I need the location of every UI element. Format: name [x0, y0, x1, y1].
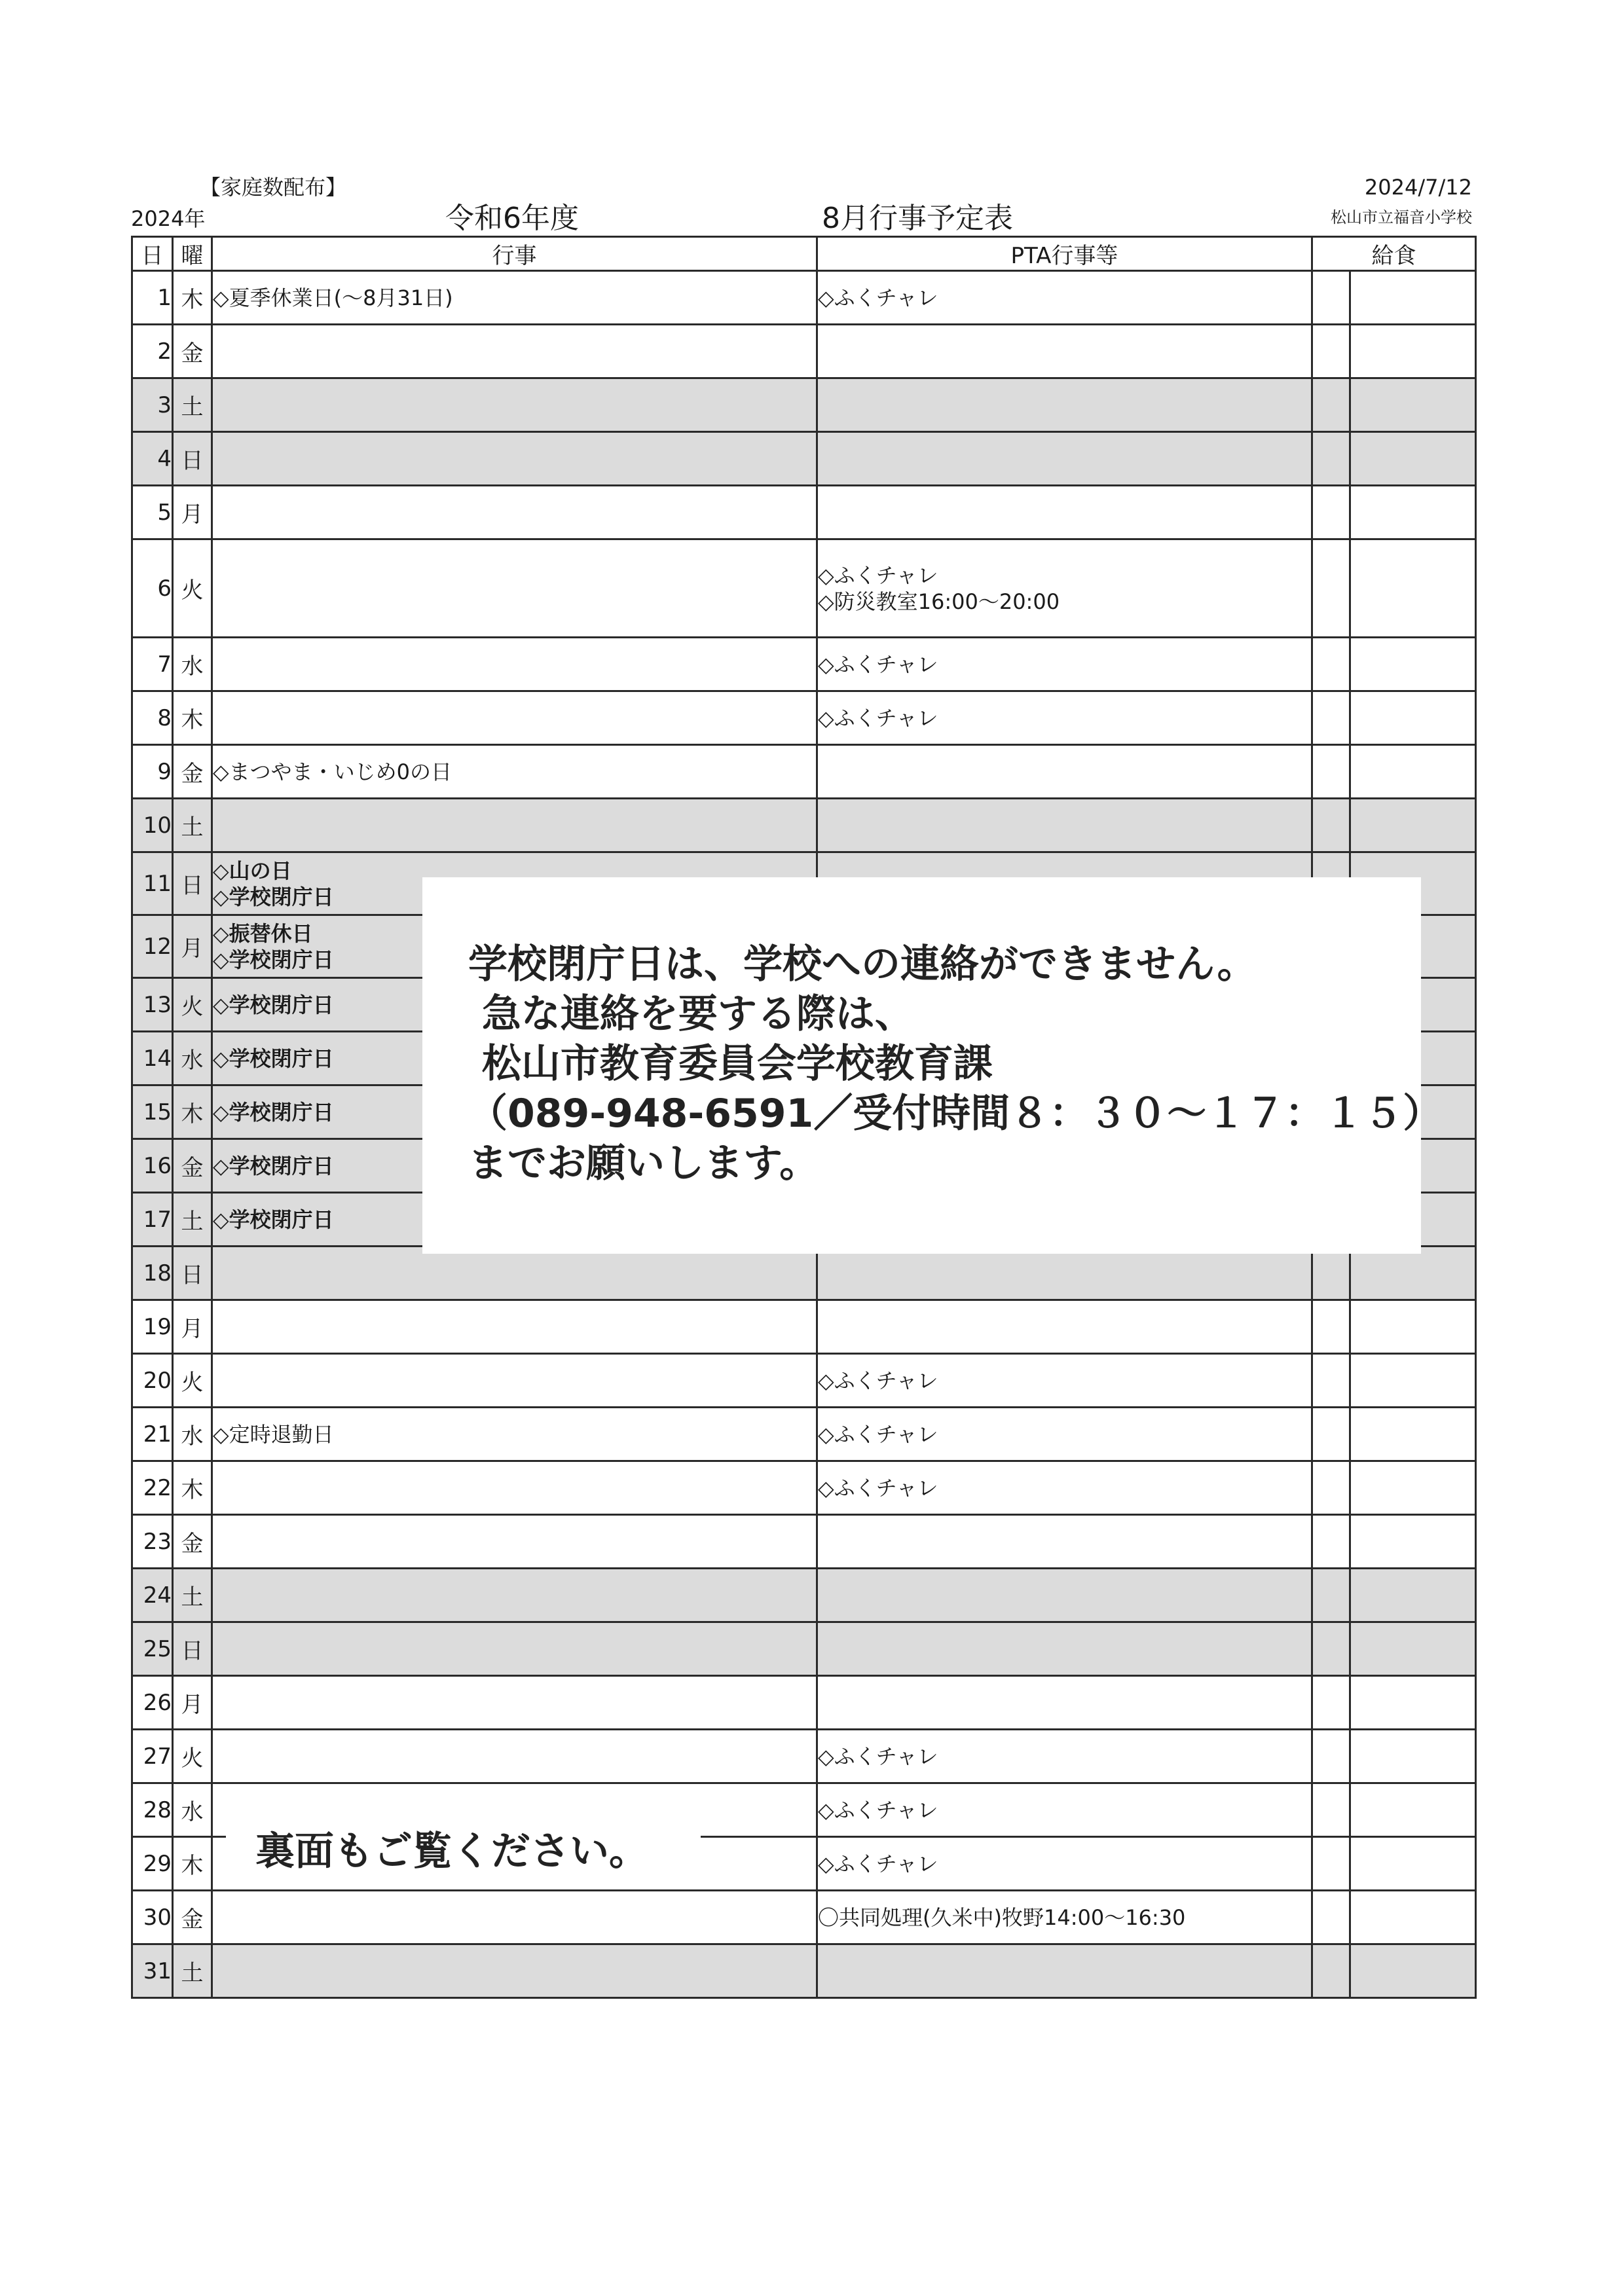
- day-cell: 4: [132, 432, 173, 486]
- weekday-cell: 土: [173, 1569, 212, 1622]
- lunch-check-cell: [1312, 745, 1350, 799]
- lunch-check-cell: [1312, 1730, 1350, 1783]
- pta-cell: ◇ふくチャレ: [817, 691, 1312, 745]
- pta-cell: [817, 799, 1312, 852]
- event-cell: ◇学校閉庁日: [212, 1032, 817, 1085]
- lunch-cell: [1350, 1783, 1476, 1837]
- col-pta: PTA行事等: [817, 237, 1312, 271]
- weekday-cell: 月: [173, 486, 212, 539]
- weekday-cell: 金: [173, 1891, 212, 1944]
- pta-cell: [817, 1569, 1312, 1622]
- lunch-cell: [1350, 1408, 1476, 1461]
- weekday-cell: 水: [173, 1408, 212, 1461]
- col-day: 日: [132, 237, 173, 271]
- day-cell: 29: [132, 1837, 173, 1891]
- lunch-check-cell: [1312, 325, 1350, 378]
- day-cell: 7: [132, 638, 173, 691]
- lunch-cell: [1350, 271, 1476, 325]
- day-cell: 15: [132, 1085, 173, 1139]
- event-cell: [212, 691, 817, 745]
- lunch-check-cell: [1312, 691, 1350, 745]
- event-cell: ◇学校閉庁日: [212, 978, 817, 1032]
- pta-cell: [817, 486, 1312, 539]
- lunch-check-cell: [1312, 1408, 1350, 1461]
- lunch-check-cell: [1312, 271, 1350, 325]
- lunch-cell: [1350, 1569, 1476, 1622]
- weekday-cell: 土: [173, 1944, 212, 1998]
- day-cell: 30: [132, 1891, 173, 1944]
- table-row: [132, 1730, 1476, 1783]
- event-cell: ◇学校閉庁日: [212, 1193, 817, 1247]
- lunch-check-cell: [1312, 1783, 1350, 1837]
- lunch-cell: [1350, 691, 1476, 745]
- table-row: [132, 1408, 1476, 1461]
- table-header-row: [132, 237, 1476, 271]
- pta-cell: [817, 432, 1312, 486]
- pta-cell: [817, 1300, 1312, 1354]
- weekday-cell: 月: [173, 915, 212, 978]
- lunch-cell: [1350, 1300, 1476, 1354]
- lunch-check-cell: [1312, 1569, 1350, 1622]
- lunch-check-cell: [1312, 1622, 1350, 1676]
- weekday-cell: 金: [173, 325, 212, 378]
- event-cell: [212, 1569, 817, 1622]
- event-cell: ◇学校閉庁日: [212, 1085, 817, 1139]
- pta-cell: ◇ふくチャレ ◇防災教室16:00～20:00: [817, 539, 1312, 638]
- pta-cell: ◇ふくチャレ: [817, 271, 1312, 325]
- weekday-cell: 月: [173, 1676, 212, 1730]
- pta-cell: ◇ふくチャレ: [817, 638, 1312, 691]
- day-cell: 1: [132, 271, 173, 325]
- lunch-check-cell: [1312, 1354, 1350, 1408]
- day-cell: 13: [132, 978, 173, 1032]
- table-row: [132, 432, 1476, 486]
- day-cell: 26: [132, 1676, 173, 1730]
- pta-cell: ◇ふくチャレ: [817, 1837, 1312, 1891]
- table-row: [132, 1354, 1476, 1408]
- col-weekday: 曜: [173, 237, 212, 271]
- lunch-cell: [1350, 1515, 1476, 1569]
- notice-line: 学校閉庁日は、学校への連絡ができません。: [468, 941, 1257, 987]
- weekday-cell: 土: [173, 378, 212, 432]
- pta-cell: [817, 1676, 1312, 1730]
- notice-line: 松山市教育委員会学校教育課: [468, 1041, 993, 1087]
- weekday-cell: 日: [173, 1622, 212, 1676]
- lunch-cell: [1350, 1622, 1476, 1676]
- year-label: 2024年: [131, 206, 206, 231]
- event-cell: [212, 638, 817, 691]
- event-cell: [212, 432, 817, 486]
- table-row: [132, 486, 1476, 539]
- weekday-cell: 木: [173, 691, 212, 745]
- day-cell: 22: [132, 1461, 173, 1515]
- lunch-cell: [1350, 378, 1476, 432]
- lunch-check-cell: [1312, 378, 1350, 432]
- table-row: [132, 325, 1476, 378]
- day-cell: 31: [132, 1944, 173, 1998]
- distribution-label: 【家庭数配布】: [200, 175, 347, 200]
- pta-cell: [817, 378, 1312, 432]
- table-row: [132, 1622, 1476, 1676]
- weekday-cell: 土: [173, 1193, 212, 1247]
- day-cell: 14: [132, 1032, 173, 1085]
- day-cell: 17: [132, 1193, 173, 1247]
- weekday-cell: 土: [173, 799, 212, 852]
- table-row: [132, 378, 1476, 432]
- lunch-cell: [1350, 638, 1476, 691]
- pta-cell: 〇共同処理(久米中)牧野14:00～16:30: [817, 1891, 1312, 1944]
- lunch-check-cell: [1312, 1300, 1350, 1354]
- day-cell: 21: [132, 1408, 173, 1461]
- event-cell: [212, 1730, 817, 1783]
- lunch-check-cell: [1312, 539, 1350, 638]
- day-cell: 20: [132, 1354, 173, 1408]
- day-cell: 8: [132, 691, 173, 745]
- event-cell: [212, 378, 817, 432]
- table-row: [132, 1515, 1476, 1569]
- lunch-check-cell: [1312, 1944, 1350, 1998]
- event-cell: [212, 1944, 817, 1998]
- weekday-cell: 日: [173, 1247, 212, 1300]
- day-cell: 24: [132, 1569, 173, 1622]
- weekday-cell: 金: [173, 745, 212, 799]
- day-cell: 6: [132, 539, 173, 638]
- pta-cell: [817, 325, 1312, 378]
- weekday-cell: 水: [173, 1032, 212, 1085]
- fiscal-year: 令和6年度: [445, 202, 579, 235]
- back-page-note: 裏面もご覧ください。: [226, 1787, 701, 1879]
- lunch-check-cell: [1312, 486, 1350, 539]
- lunch-check-cell: [1312, 1515, 1350, 1569]
- pta-cell: [817, 1944, 1312, 1998]
- event-cell: [212, 1622, 817, 1676]
- day-cell: 16: [132, 1139, 173, 1193]
- event-cell: [212, 1676, 817, 1730]
- weekday-cell: 木: [173, 1461, 212, 1515]
- event-cell: [212, 539, 817, 638]
- event-cell: [212, 799, 817, 852]
- lunch-check-cell: [1312, 432, 1350, 486]
- lunch-cell: [1350, 1676, 1476, 1730]
- table-row: [132, 1300, 1476, 1354]
- day-cell: 25: [132, 1622, 173, 1676]
- weekday-cell: 火: [173, 1354, 212, 1408]
- pta-cell: ◇ふくチャレ: [817, 1354, 1312, 1408]
- weekday-cell: 水: [173, 1783, 212, 1837]
- day-cell: 11: [132, 852, 173, 915]
- table-row: [132, 1247, 1476, 1300]
- pta-cell: [817, 1515, 1312, 1569]
- lunch-check-cell: [1312, 1891, 1350, 1944]
- weekday-cell: 火: [173, 978, 212, 1032]
- event-cell: [212, 1891, 817, 1944]
- event-cell: ◇振替休日 ◇学校閉庁日: [212, 915, 817, 978]
- closure-notice: [422, 877, 1443, 1254]
- document-title: 8月行事予定表: [822, 202, 1013, 235]
- pta-cell: ◇ふくチャレ: [817, 1730, 1312, 1783]
- table-row: [132, 1944, 1476, 1998]
- weekday-cell: 日: [173, 852, 212, 915]
- event-cell: [212, 1515, 817, 1569]
- weekday-cell: 火: [173, 1730, 212, 1783]
- lunch-check-cell: [1312, 1247, 1350, 1300]
- pta-cell: [817, 745, 1312, 799]
- event-cell: ◇山の日 ◇学校閉庁日: [212, 852, 817, 915]
- event-cell: [212, 1354, 817, 1408]
- lunch-cell: [1350, 432, 1476, 486]
- day-cell: 10: [132, 799, 173, 852]
- table-row: [132, 745, 1476, 799]
- lunch-check-cell: [1312, 1837, 1350, 1891]
- lunch-cell: [1350, 486, 1476, 539]
- table-row: [132, 691, 1476, 745]
- event-cell: [212, 486, 817, 539]
- day-cell: 18: [132, 1247, 173, 1300]
- col-events: 行事: [212, 237, 817, 271]
- lunch-cell: [1350, 1461, 1476, 1515]
- pta-cell: ◇ふくチャレ: [817, 1408, 1312, 1461]
- day-cell: 19: [132, 1300, 173, 1354]
- lunch-cell: [1350, 1247, 1476, 1300]
- day-cell: 28: [132, 1783, 173, 1837]
- table-row: [132, 271, 1476, 325]
- lunch-cell: [1350, 325, 1476, 378]
- table-row: [132, 539, 1476, 638]
- col-lunch: 給食: [1312, 237, 1476, 271]
- lunch-cell: [1350, 1730, 1476, 1783]
- day-cell: 3: [132, 378, 173, 432]
- event-cell: [212, 325, 817, 378]
- lunch-cell: [1350, 1837, 1476, 1891]
- lunch-check-cell: [1312, 638, 1350, 691]
- weekday-cell: 金: [173, 1139, 212, 1193]
- notice-line: までお願いします。: [468, 1140, 819, 1186]
- lunch-check-cell: [1312, 799, 1350, 852]
- issue-date: 2024/7/12: [1364, 175, 1472, 200]
- event-cell: [212, 1300, 817, 1354]
- day-cell: 12: [132, 915, 173, 978]
- lunch-cell: [1350, 1944, 1476, 1998]
- weekday-cell: 月: [173, 1300, 212, 1354]
- table-row: [132, 1461, 1476, 1515]
- event-cell: ◇定時退勤日: [212, 1408, 817, 1461]
- event-cell: [212, 1247, 817, 1300]
- day-cell: 5: [132, 486, 173, 539]
- weekday-cell: 木: [173, 1085, 212, 1139]
- lunch-check-cell: [1312, 1676, 1350, 1730]
- pta-cell: [817, 1622, 1312, 1676]
- weekday-cell: 木: [173, 1837, 212, 1891]
- notice-line: 急な連絡を要する際は、: [468, 991, 914, 1037]
- lunch-check-cell: [1312, 1461, 1350, 1515]
- table-row: [132, 1891, 1476, 1944]
- lunch-cell: [1350, 799, 1476, 852]
- weekday-cell: 木: [173, 271, 212, 325]
- lunch-cell: [1350, 1354, 1476, 1408]
- day-cell: 9: [132, 745, 173, 799]
- weekday-cell: 火: [173, 539, 212, 638]
- day-cell: 23: [132, 1515, 173, 1569]
- pta-cell: ◇ふくチャレ: [817, 1461, 1312, 1515]
- lunch-cell: [1350, 539, 1476, 638]
- notice-line: （089-948-6591／受付時間８：３０～１７：１５）: [468, 1091, 1443, 1137]
- day-cell: 2: [132, 325, 173, 378]
- lunch-cell: [1350, 1891, 1476, 1944]
- day-cell: 27: [132, 1730, 173, 1783]
- lunch-cell: [1350, 745, 1476, 799]
- table-row: [132, 1676, 1476, 1730]
- event-cell: ◇学校閉庁日: [212, 1139, 817, 1193]
- weekday-cell: 日: [173, 432, 212, 486]
- table-row: [132, 1569, 1476, 1622]
- event-cell: [212, 1461, 817, 1515]
- event-cell: ◇夏季休業日(～8月31日): [212, 271, 817, 325]
- table-row: [132, 799, 1476, 852]
- weekday-cell: 金: [173, 1515, 212, 1569]
- school-name: 松山市立福音小学校: [1331, 208, 1472, 227]
- pta-cell: ◇ふくチャレ: [817, 1783, 1312, 1837]
- event-cell: ◇まつやま・いじめ0の日: [212, 745, 817, 799]
- pta-cell: [817, 1247, 1312, 1300]
- weekday-cell: 水: [173, 638, 212, 691]
- table-row: [132, 638, 1476, 691]
